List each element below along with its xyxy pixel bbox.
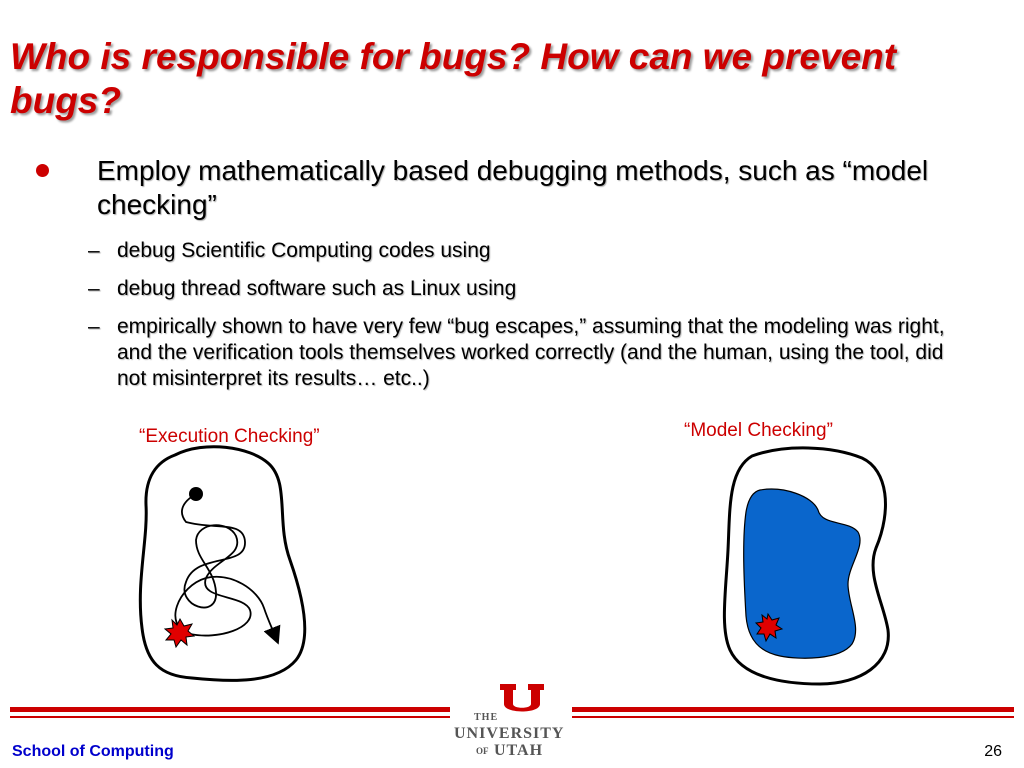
model-checking-caption: “Model Checking” — [684, 420, 833, 441]
footer-bar-left-thick — [10, 707, 450, 712]
sub-bullet-dash: – — [88, 315, 100, 338]
footer-bar-right-thin — [572, 716, 1014, 718]
sub-bullet-text: empirically shown to have very few “bug escapes,” assuming that the modeling was right, and the verification tools themselves worked correctly (and the human, using the tool, did not misinterpret its results… etc..) — [117, 315, 945, 390]
footer-bar-left-thin — [10, 716, 450, 718]
block-u-icon — [500, 684, 544, 718]
start-state-dot — [189, 487, 203, 501]
sub-bullet-text: debug Scientific Computing codes using — [117, 239, 491, 262]
main-bullet-text: Employ mathematically based debugging methods, such as “model checking” — [97, 155, 929, 220]
university-logo — [448, 684, 578, 764]
execution-state-space — [140, 447, 305, 681]
logo-the-text: THE — [474, 712, 499, 723]
school-name: School of Computing — [12, 743, 174, 760]
logo-of-text: OF — [476, 746, 489, 756]
slide-title: Who is responsible for bugs? How can we prevent bugs? — [10, 36, 897, 121]
sub-bullet-dash: – — [88, 277, 100, 300]
sub-bullet-text: debug thread software such as Linux using — [117, 277, 517, 300]
footer-bar-right-thick — [572, 707, 1014, 712]
execution-checking-caption: “Execution Checking” — [139, 426, 320, 447]
page-number: 26 — [984, 743, 1002, 760]
logo-university-text: UNIVERSITY — [454, 725, 565, 742]
sub-bullet-dash: – — [88, 239, 100, 262]
logo-utah-text: UTAH — [494, 742, 544, 759]
